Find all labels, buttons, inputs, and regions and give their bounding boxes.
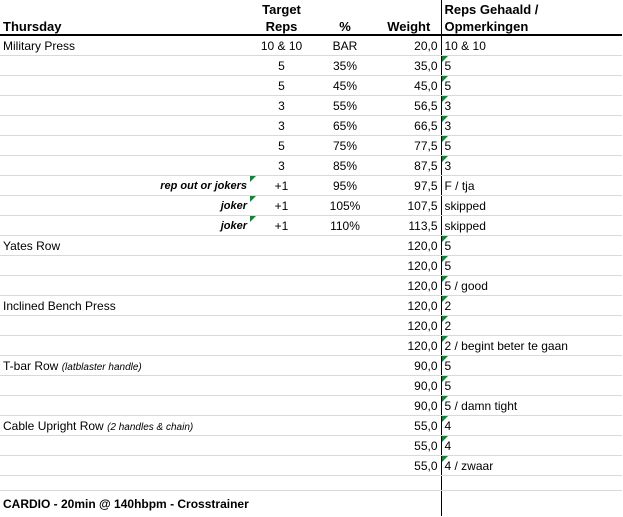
header-reps-1[interactable]: Reps Gehaald / — [441, 0, 622, 19]
table-row — [0, 416, 622, 436]
label-cell[interactable] — [0, 276, 250, 296]
header-target-1[interactable]: Target — [262, 2, 301, 17]
exercise-name[interactable]: Military Press — [0, 35, 250, 56]
target-cell[interactable] — [250, 396, 313, 416]
header-weight[interactable]: Weight — [377, 0, 441, 35]
pct-cell[interactable] — [313, 416, 377, 436]
pct-cell[interactable] — [313, 396, 377, 416]
target-cell[interactable]: 10 & 10 — [250, 35, 313, 56]
table-row — [0, 136, 622, 156]
weight-cell[interactable]: 120,0 — [377, 276, 441, 296]
pct-cell[interactable]: 45% — [313, 76, 377, 96]
table-row — [0, 356, 622, 376]
reps-cell[interactable]: 2 / begint beter te gaan — [441, 336, 622, 356]
pct-cell[interactable] — [313, 456, 377, 476]
pct-cell[interactable]: 110% — [313, 216, 377, 236]
label-cell[interactable] — [0, 456, 250, 476]
target-cell[interactable]: +1 — [250, 216, 313, 236]
label-cell[interactable]: rep out or jokers — [0, 176, 250, 196]
target-cell[interactable] — [250, 376, 313, 396]
table-row — [0, 116, 622, 136]
label-cell[interactable] — [0, 436, 250, 456]
pct-cell[interactable]: 35% — [313, 56, 377, 76]
pct-cell[interactable] — [313, 436, 377, 456]
weight-cell[interactable]: 87,5 — [377, 156, 441, 176]
weight-cell[interactable]: 20,0 — [377, 35, 441, 56]
weight-cell[interactable]: 55,0 — [377, 416, 441, 436]
weight-cell[interactable]: 55,0 — [377, 436, 441, 456]
weight-cell[interactable]: 56,5 — [377, 96, 441, 116]
pct-cell[interactable] — [313, 236, 377, 256]
header-target-2[interactable]: Reps — [250, 19, 313, 35]
pct-cell[interactable] — [313, 356, 377, 376]
cardio-row — [0, 491, 622, 517]
header-pct[interactable]: % — [313, 0, 377, 35]
empty-cell[interactable] — [441, 491, 622, 517]
pct-cell[interactable]: 105% — [313, 196, 377, 216]
exercise-note: (2 handles & chain) — [107, 421, 194, 433]
weight-cell[interactable]: 90,0 — [377, 356, 441, 376]
label-cell[interactable] — [0, 316, 250, 336]
weight-cell[interactable]: 77,5 — [377, 136, 441, 156]
reps-cell[interactable]: 5 — [441, 136, 622, 156]
cardio-cell[interactable]: CARDIO - 20min @ 140hbpm - Crosstrainer — [0, 491, 441, 517]
pct-cell[interactable]: 55% — [313, 96, 377, 116]
table-row — [0, 336, 622, 356]
exercise-note: (latblaster handle) — [61, 361, 142, 373]
reps-cell[interactable]: 5 — [441, 236, 622, 256]
reps-cell[interactable]: 5 — [441, 56, 622, 76]
table-row — [0, 156, 622, 176]
target-cell[interactable] — [250, 436, 313, 456]
pct-cell[interactable]: 75% — [313, 136, 377, 156]
table-row — [0, 56, 622, 76]
reps-cell[interactable]: 4 — [441, 436, 622, 456]
pct-cell[interactable]: 65% — [313, 116, 377, 136]
reps-cell[interactable]: 2 — [441, 296, 622, 316]
table-row — [0, 256, 622, 276]
reps-cell[interactable]: 3 — [441, 156, 622, 176]
label-cell[interactable] — [0, 56, 250, 76]
exercise-name-text: T-bar Row — [3, 358, 59, 373]
table-row — [0, 76, 622, 96]
reps-cell[interactable]: F / tja — [441, 176, 622, 196]
exercise-name[interactable]: Inclined Bench Press — [0, 296, 250, 316]
label-cell[interactable] — [0, 156, 250, 176]
table-row — [0, 176, 622, 196]
weight-cell[interactable]: 113,5 — [377, 216, 441, 236]
weight-cell[interactable]: 97,5 — [377, 176, 441, 196]
pct-cell[interactable] — [313, 336, 377, 356]
header-reps-2[interactable]: Opmerkingen — [441, 19, 622, 35]
table-row — [0, 436, 622, 456]
reps-cell[interactable]: 3 — [441, 116, 622, 136]
reps-cell[interactable]: 5 / good — [441, 276, 622, 296]
reps-cell[interactable]: 5 — [441, 76, 622, 96]
label-cell[interactable] — [0, 116, 250, 136]
pct-cell[interactable]: 95% — [313, 176, 377, 196]
header-row-1 — [0, 0, 622, 19]
weight-cell[interactable]: 55,0 — [377, 456, 441, 476]
empty-cell[interactable] — [0, 476, 250, 491]
reps-cell[interactable]: 4 / zwaar — [441, 456, 622, 476]
table-row — [0, 236, 622, 256]
target-cell[interactable] — [250, 256, 313, 276]
pct-cell[interactable] — [313, 276, 377, 296]
label-cell[interactable] — [0, 256, 250, 276]
reps-cell[interactable]: 10 & 10 — [441, 35, 622, 56]
weight-cell[interactable]: 120,0 — [377, 256, 441, 276]
target-cell[interactable]: 3 — [250, 156, 313, 176]
target-cell[interactable]: 5 — [250, 76, 313, 96]
label-cell[interactable] — [0, 396, 250, 416]
exercise-name-text: Cable Upright Row — [3, 418, 104, 433]
weight-cell[interactable]: 120,0 — [377, 296, 441, 316]
label-cell[interactable] — [0, 76, 250, 96]
target-cell[interactable] — [250, 236, 313, 256]
target-cell[interactable]: 5 — [250, 136, 313, 156]
reps-cell[interactable]: 5 — [441, 256, 622, 276]
label-cell[interactable] — [0, 136, 250, 156]
table-row — [0, 476, 622, 491]
table-row — [0, 216, 622, 236]
reps-cell[interactable]: skipped — [441, 196, 622, 216]
weight-cell[interactable]: 120,0 — [377, 236, 441, 256]
target-cell[interactable] — [250, 456, 313, 476]
label-cell[interactable] — [0, 336, 250, 356]
table-row — [0, 296, 622, 316]
target-cell[interactable]: 5 — [250, 56, 313, 76]
exercise-name[interactable]: Yates Row — [0, 236, 250, 256]
target-cell[interactable]: 3 — [250, 96, 313, 116]
empty-cell[interactable] — [313, 476, 377, 491]
target-cell[interactable] — [250, 316, 313, 336]
table-row — [0, 196, 622, 216]
table-row — [0, 316, 622, 336]
pct-cell[interactable]: BAR — [313, 35, 377, 56]
pct-cell[interactable] — [313, 316, 377, 336]
table-row — [0, 456, 622, 476]
reps-cell[interactable]: 5 — [441, 356, 622, 376]
weight-cell[interactable]: 35,0 — [377, 56, 441, 76]
exercise-name[interactable] — [0, 356, 250, 376]
label-cell[interactable] — [0, 376, 250, 396]
reps-cell[interactable]: 3 — [441, 96, 622, 116]
table-row — [0, 376, 622, 396]
target-cell[interactable] — [250, 336, 313, 356]
reps-cell[interactable]: 4 — [441, 416, 622, 436]
label-cell[interactable] — [0, 96, 250, 116]
table-row — [0, 96, 622, 116]
pct-cell[interactable] — [313, 376, 377, 396]
reps-cell[interactable]: skipped — [441, 216, 622, 236]
exercise-name[interactable] — [0, 416, 250, 436]
pct-cell[interactable] — [313, 296, 377, 316]
weight-cell[interactable]: 90,0 — [377, 376, 441, 396]
empty-cell[interactable] — [250, 476, 313, 491]
target-cell[interactable] — [250, 356, 313, 376]
pct-cell[interactable] — [313, 256, 377, 276]
table-row — [0, 276, 622, 296]
weight-cell[interactable]: 120,0 — [377, 316, 441, 336]
target-cell[interactable] — [250, 296, 313, 316]
label-cell[interactable]: joker — [0, 216, 250, 236]
weight-cell[interactable]: 107,5 — [377, 196, 441, 216]
table-row — [0, 35, 622, 56]
weight-cell[interactable]: 66,5 — [377, 116, 441, 136]
target-cell[interactable] — [250, 416, 313, 436]
reps-cell[interactable]: 2 — [441, 316, 622, 336]
target-cell[interactable]: 3 — [250, 116, 313, 136]
empty-cell[interactable] — [441, 476, 622, 491]
weight-cell[interactable]: 90,0 — [377, 396, 441, 416]
target-cell[interactable]: +1 — [250, 176, 313, 196]
target-cell[interactable] — [250, 276, 313, 296]
pct-cell[interactable]: 85% — [313, 156, 377, 176]
target-cell[interactable]: +1 — [250, 196, 313, 216]
weight-cell[interactable]: 45,0 — [377, 76, 441, 96]
table-row — [0, 396, 622, 416]
weight-cell[interactable]: 120,0 — [377, 336, 441, 356]
empty-cell[interactable] — [377, 476, 441, 491]
label-cell[interactable]: joker — [0, 196, 250, 216]
reps-cell[interactable]: 5 — [441, 376, 622, 396]
day-title[interactable]: Thursday — [0, 0, 250, 35]
reps-cell[interactable]: 5 / damn tight — [441, 396, 622, 416]
